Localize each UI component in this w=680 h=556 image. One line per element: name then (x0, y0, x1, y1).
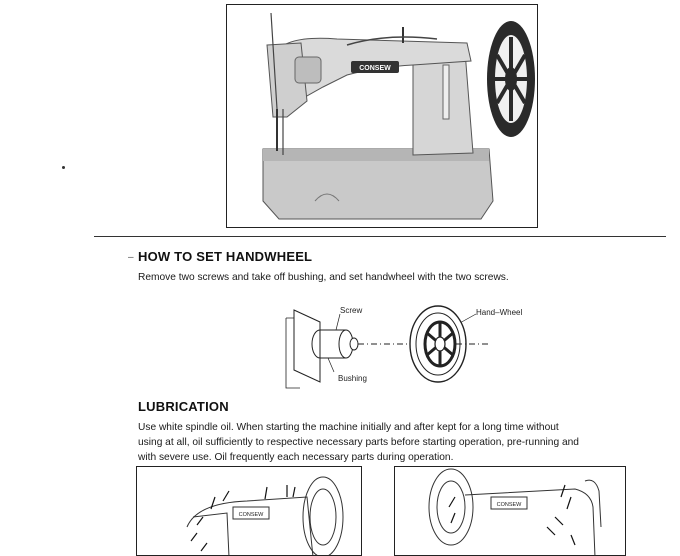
scan-speck (62, 166, 65, 169)
screw-label: Screw (340, 306, 363, 315)
sewing-machine-photo (226, 4, 538, 228)
left-figure-plate: CONSEW (238, 512, 264, 518)
lubrication-line-3: with severe use. Oil frequently each necessary parts during operation. (138, 452, 454, 463)
lubrication-line-2: using at all, oil sufficiently to respective necessary parts before starting operation, pre-running and (138, 437, 579, 448)
sewing-machine-illustration (227, 5, 538, 228)
handwheel-heading: HOW TO SET HANDWHEEL (138, 249, 313, 264)
section-divider (94, 236, 666, 237)
lubrication-right-illustration (395, 467, 626, 556)
brand-plate-text: CONSEW (359, 65, 391, 72)
lubrication-figure-right (394, 466, 626, 556)
lubrication-heading: LUBRICATION (138, 399, 229, 414)
bushing-label: Bushing (338, 374, 367, 383)
lubrication-figure-left (136, 466, 362, 556)
hand-wheel-label: Hand–Wheel (476, 308, 523, 317)
right-figure-plate: CONSEW (496, 502, 522, 508)
handwheel-instruction: Remove two screws and take off bushing, and set handwheel with the two screws. (138, 272, 509, 283)
lubrication-left-illustration (137, 467, 362, 556)
heading-dash: – (128, 252, 134, 263)
lubrication-line-1: Use white spindle oil. When starting the machine initially and after kept for a long time without (138, 422, 559, 433)
